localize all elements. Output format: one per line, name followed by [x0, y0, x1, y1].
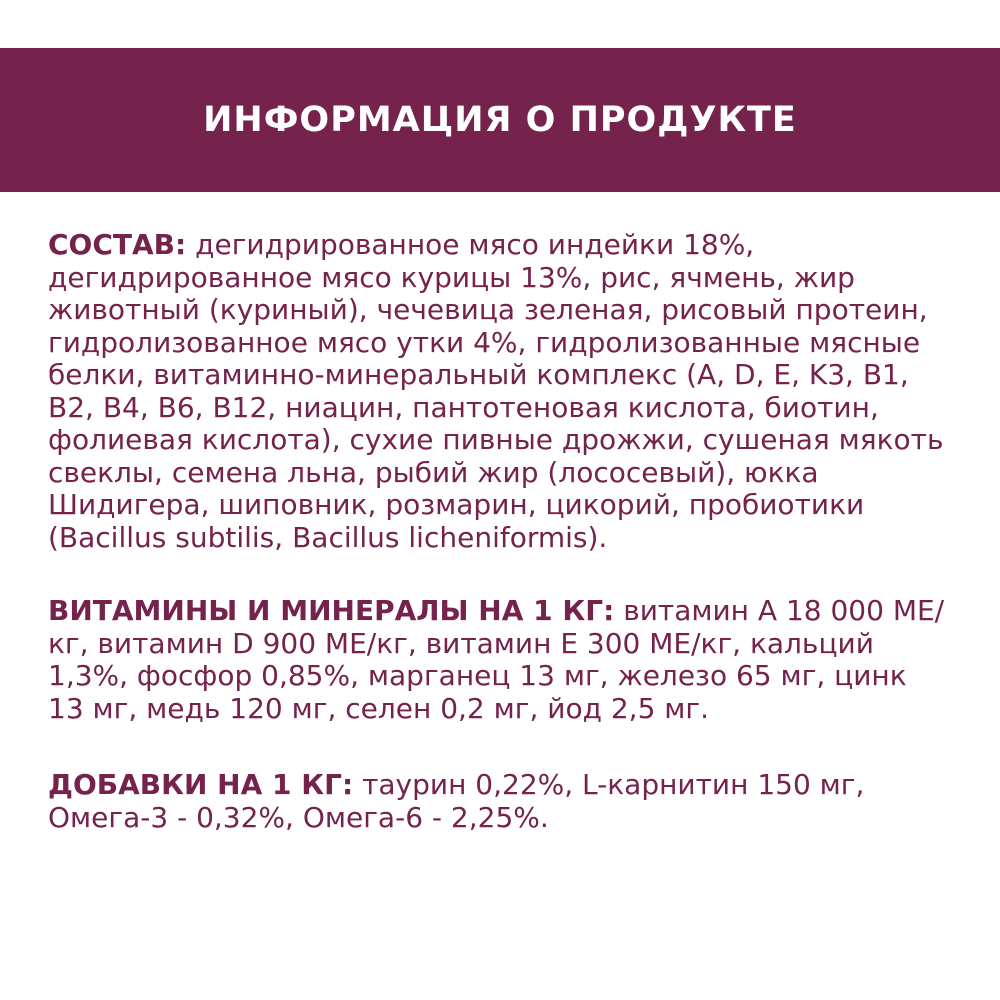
vitamins-minerals-text: витамин А 18 000 МЕ/кг, витамин D 900 МЕ/кг, витамин Е 300 МЕ/кг, кальций 1,3%, фосфор 0,85%, марганец 13 мг, железо 65 мг, цинк 13 мг, медь 120 мг, селен 0,2 мг, йод 2,5 мг.: [48, 594, 945, 725]
page-title: ИНФОРМАЦИЯ О ПРОДУКТЕ: [203, 100, 797, 140]
composition-section: [48, 229, 948, 554]
vitamins-minerals-label: ВИТАМИНЫ И МИНЕРАЛЫ НА 1 КГ:: [48, 594, 615, 627]
vitamins-minerals-section: [48, 595, 948, 725]
header-band: [0, 48, 1000, 192]
additives-label: ДОБАВКИ НА 1 КГ:: [48, 768, 354, 801]
composition-text: дегидрированное мясо индейки 18%, дегидрированное мясо курицы 13%, рис, ячмень, жир животный (куриный), чечевица зеленая, рисовый протеин, гидролизованное мясо утки 4%, гидролизованные мясные белки, витаминно-минеральный комплекс (A, D, E, K3, B1, B2, B4, B6, B12, ниацин, пантотеновая кислота, биотин, фолиевая кислота), сухие пивные дрожжи, сушеная мякоть свеклы, семена льна, рыбий жир (лососевый), юкка Шидигера, шиповник, розмарин, цикорий, пробиотики (Bacillus subtilis, Bacillus licheniformis).: [48, 228, 944, 554]
additives-text: таурин 0,22%, L-карнитин 150 мг, Омега-3 - 0,32%, Омега-6 - 2,25%.: [48, 768, 865, 834]
product-info-content: [48, 229, 948, 834]
additives-section: [48, 769, 948, 834]
composition-label: СОСТАВ:: [48, 228, 187, 261]
